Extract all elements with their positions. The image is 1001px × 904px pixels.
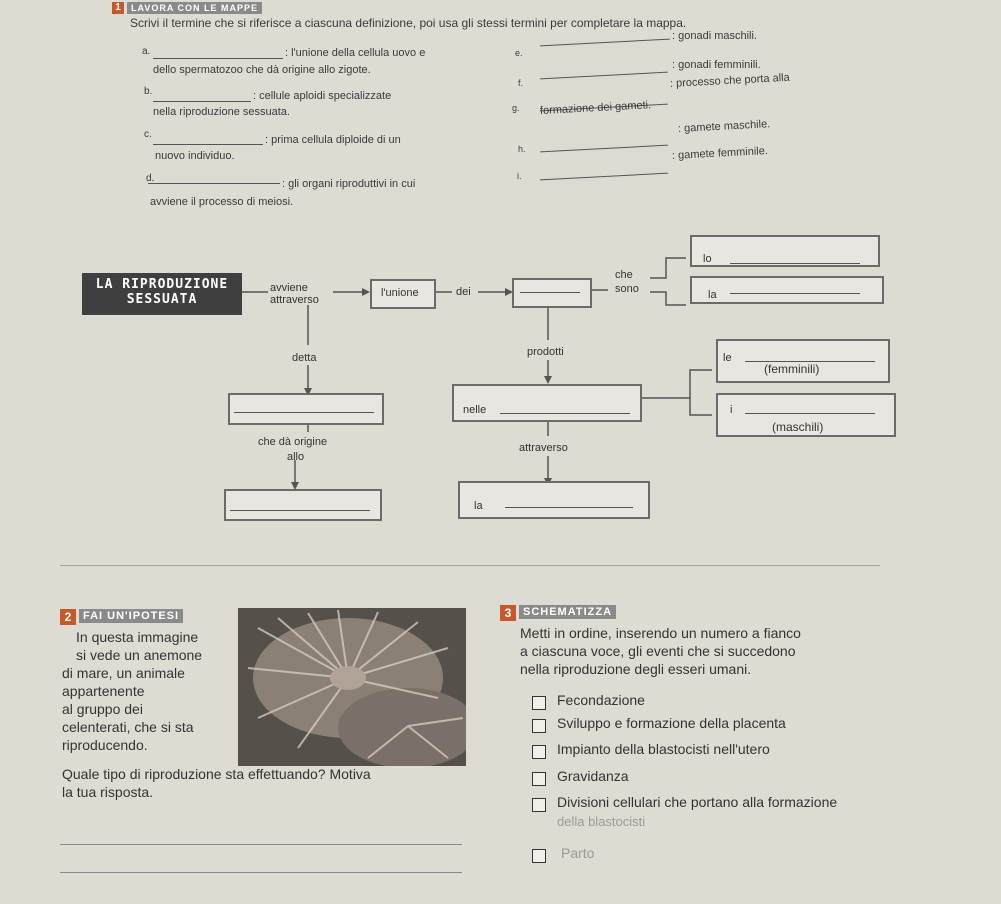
def-letter: a. (142, 46, 151, 57)
section-divider (60, 565, 880, 566)
hypothesis-question: Quale tipo di riproduzione sta effettuando? Motiva (62, 766, 371, 782)
blank-box-la-meiosi[interactable] (458, 481, 650, 519)
answer-line[interactable] (60, 872, 462, 873)
order-item-continuation: della blastocisti (557, 814, 646, 829)
anemone-photo (238, 608, 466, 766)
label-che-sono: che sono (615, 269, 639, 295)
label-nelle: nelle (463, 404, 487, 416)
label-attraverso: attraverso (519, 442, 568, 454)
label-la2: la (474, 500, 483, 512)
order-item: Fecondazione (557, 692, 645, 708)
def-text: : processo che porta alla (669, 71, 791, 90)
hypothesis-line: celenterati, che si sta (62, 719, 194, 735)
schematizza-instruction: Metti in ordine, inserendo un numero a fianco (520, 625, 801, 641)
answer-line[interactable] (60, 844, 462, 845)
order-item: Impianto della blastocisti nell'utero (557, 741, 770, 757)
def-text: avviene il processo di meiosi. (150, 196, 294, 208)
exercise-number-badge: 1 (112, 2, 124, 14)
map-title-line1: LA RIPRODUZIONE (95, 277, 229, 292)
blank-line (745, 413, 875, 414)
hypothesis-line: riproducendo. (62, 737, 148, 753)
blank-line (234, 412, 374, 413)
hypothesis-line: In questa immagine (76, 629, 199, 645)
blank-box-la[interactable] (690, 276, 884, 304)
order-item: Divisioni cellulari che portano alla formazione (557, 794, 838, 810)
schematizza-instruction: nella riproduzione degli esseri umani. (520, 661, 752, 677)
label-unione: l'unione (381, 287, 419, 299)
instruction-text: Scrivi il termine che si riferisce a ciascuna definizione, poi usa gli stessi termini per completare la mappa. (130, 16, 687, 30)
def-letter: f. (518, 78, 524, 88)
def-text: nella riproduzione sessuata. (153, 106, 290, 118)
exercise-number-badge: 3 (500, 605, 516, 621)
def-letter: b. (144, 86, 153, 97)
label-la: la (708, 289, 717, 301)
blank-line (730, 293, 860, 294)
blank-line (500, 413, 630, 414)
section-label-schematizza: SCHEMATIZZA (519, 605, 616, 619)
label-le: le (723, 352, 732, 364)
label-allo: allo (287, 451, 305, 463)
exercise-number-badge: 2 (60, 609, 76, 625)
section-label-ipotesi: FAI UN'IPOTESI (79, 609, 183, 623)
def-letter: i. (517, 171, 522, 181)
blank-box-nelle[interactable] (452, 384, 642, 422)
def-letter: h. (518, 144, 526, 154)
label-avviene-attraverso: avviene attraverso (270, 282, 319, 306)
hypothesis-question: la tua risposta. (62, 784, 154, 800)
def-text: : prima cellula diploide di un (265, 134, 401, 146)
label-detta: detta (292, 352, 317, 364)
def-text: nuovo individuo. (155, 150, 235, 162)
label-femminili: (femminili) (764, 362, 820, 376)
def-letter: e. (515, 48, 523, 58)
order-checkbox[interactable] (532, 772, 546, 786)
order-item: Gravidanza (557, 768, 629, 784)
order-checkbox[interactable] (532, 696, 546, 710)
label-prodotti: prodotti (527, 346, 564, 358)
map-title (82, 273, 242, 315)
blank-box-zigote[interactable] (224, 489, 382, 521)
hypothesis-line: si vede un anemone (76, 647, 203, 663)
order-checkbox[interactable] (532, 798, 546, 812)
def-text: : l'unione della cellula uovo e (285, 47, 426, 59)
def-text: : gli organi riproduttivi in cui (282, 178, 416, 190)
def-text: : gonadi femminili. (672, 59, 761, 71)
hypothesis-line: appartenente (62, 683, 145, 699)
def-letter: d. (146, 173, 155, 184)
label-maschili: (maschili) (772, 420, 824, 434)
schematizza-instruction: a ciascuna voce, gli eventi che si succedono (520, 643, 796, 659)
hypothesis-line: al gruppo dei (62, 701, 143, 717)
anemone-illustration (238, 608, 466, 766)
def-text: formazione dei gameti. (539, 99, 652, 117)
section-label-lavora: LAVORA CON LE MAPPE (127, 2, 262, 14)
blank-box-gameti[interactable] (512, 278, 592, 308)
blank-line (230, 510, 370, 511)
order-item: Sviluppo e formazione della placenta (557, 715, 786, 731)
blank-line (730, 263, 860, 264)
label-dei: dei (456, 286, 471, 298)
def-text: : gonadi maschili. (672, 30, 757, 42)
def-text: : gamete maschile. (677, 118, 771, 135)
order-checkbox[interactable] (532, 745, 546, 759)
label-lo: lo (703, 253, 712, 265)
order-checkbox[interactable] (532, 849, 546, 863)
def-letter: c. (144, 129, 152, 140)
blank-line (520, 292, 580, 293)
map-title-line2: SESSUATA (126, 292, 198, 307)
label-che-da-origine: che dà origine (258, 436, 328, 448)
label-i: i (730, 404, 733, 416)
blank-box-detta[interactable] (228, 393, 384, 425)
def-text: dello spermatozoo che dà origine allo zigote. (153, 64, 371, 76)
def-letter: g. (512, 103, 520, 113)
hypothesis-line: di mare, un animale (62, 665, 185, 681)
order-item: Parto (561, 845, 595, 861)
def-text: : gamete femminile. (671, 144, 769, 162)
blank-line (505, 507, 633, 508)
def-text: : cellule aploidi specializzate (253, 90, 392, 102)
order-checkbox[interactable] (532, 719, 546, 733)
